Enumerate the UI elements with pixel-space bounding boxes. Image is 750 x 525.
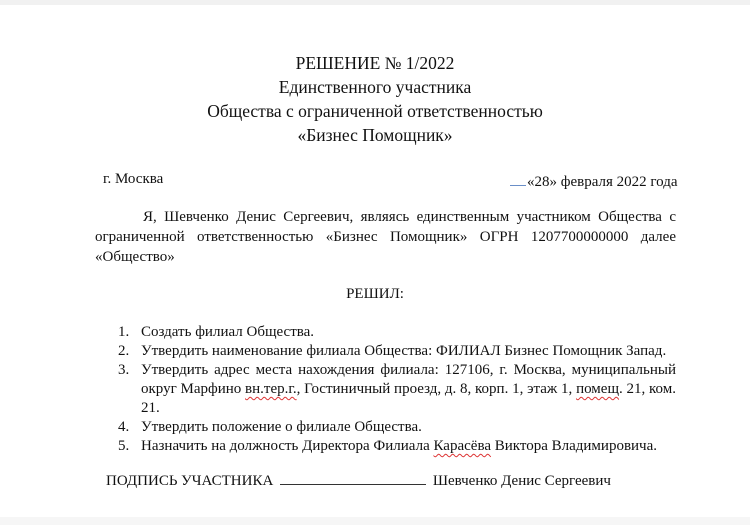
item-text	[141, 438, 657, 454]
text-part: . 21, ком. 21.	[141, 381, 677, 416]
item-number: 5.	[118, 438, 130, 454]
item-text	[141, 362, 676, 416]
text-part: Виктора Владимировича.	[490, 438, 658, 454]
intro-line: Я, Шевченко Денис Сергеевич, являясь единственным участником Общества с	[143, 209, 676, 225]
spellcheck-word[interactable]: вн.тер.г.	[245, 381, 297, 397]
city: г. Москва	[103, 171, 164, 187]
list-item	[118, 342, 676, 361]
title-line: РЕШЕНИЕ № 1/2022	[295, 53, 455, 73]
text-part: , Гостиничный проезд, д. 8, корп. 1, этаж 1,	[296, 381, 577, 397]
signature-block	[106, 472, 611, 490]
decision-list	[118, 323, 676, 456]
item-text: Утвердить наименование филиала Общества: ФИЛИАЛ Бизнес Помощник Запад.	[141, 343, 667, 359]
list-item	[118, 323, 676, 342]
item-number: 1.	[118, 324, 130, 340]
item-text: Утвердить положение о филиале Общества.	[141, 419, 422, 435]
item-number: 3.	[118, 362, 130, 378]
title-line: Единственного участника	[278, 77, 472, 97]
date-cursor-mark	[510, 171, 526, 186]
date-text: «28» февраля 2022 года	[527, 174, 678, 190]
signature-label: ПОДПИСЬ УЧАСТНИКА	[106, 473, 274, 489]
item-number: 4.	[118, 419, 130, 435]
list-item	[118, 418, 676, 437]
document-title	[0, 51, 750, 147]
intro-line: ограниченной ответственностью «Бизнес Помощник» ОГРН 1207700000000 далее	[95, 229, 676, 245]
spellcheck-word[interactable]: Карасёва	[433, 438, 491, 454]
signature-name: Шевченко Денис Сергеевич	[432, 473, 611, 489]
list-item	[118, 437, 676, 456]
title-line: «Бизнес Помощник»	[297, 125, 453, 145]
item-text: Создать филиал Общества.	[141, 324, 315, 340]
list-item	[118, 361, 676, 418]
intro-line: «Общество»	[95, 249, 175, 265]
item-number: 2.	[118, 343, 130, 359]
intro-paragraph	[95, 207, 676, 267]
resolved-heading: РЕШИЛ:	[346, 286, 404, 302]
text-part: Утвердить адрес места нахождения филиала: 127106, г. Москва, муниципальный округ Марфино	[141, 362, 676, 397]
title-line: Общества с ограниченной ответственностью	[207, 101, 543, 121]
date	[510, 171, 678, 191]
signature-line	[280, 472, 426, 485]
text-part: Назначить на должность Директора Филиала	[141, 438, 434, 454]
window-bottom-edge	[0, 517, 750, 525]
spellcheck-word[interactable]: помещ	[576, 381, 620, 397]
